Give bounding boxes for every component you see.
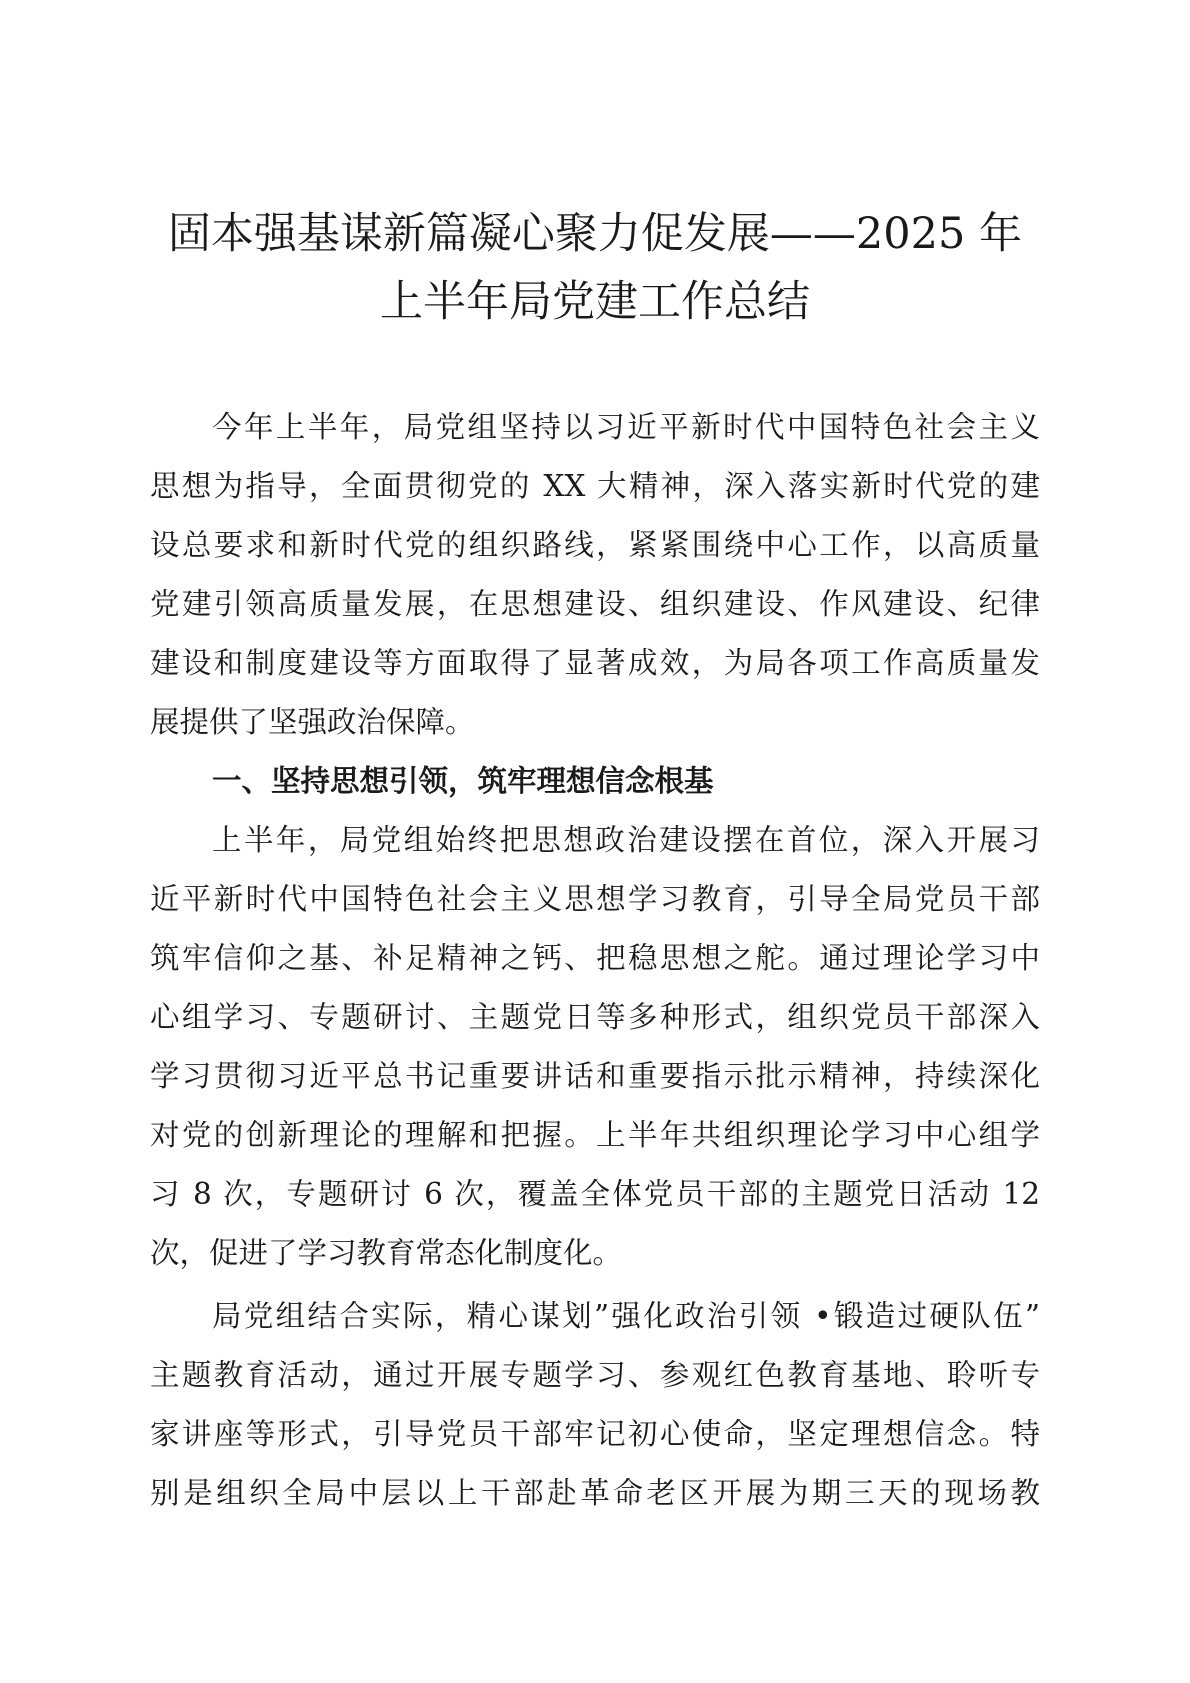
paragraph-intro-line: 设总要求和新时代党的组织路线，紧紧围绕中心工作，以高质量 <box>150 528 1040 562</box>
paragraph-intro-line: 展提供了坚强政治保障。 <box>150 705 475 739</box>
paragraph-section1b-line: 局党组结合实际，精心谋划”强化政治引领 •锻造过硬队伍” <box>212 1299 1040 1333</box>
paragraph-section1-line: 筑牢信仰之基、补足精神之钙、把稳思想之舵。通过理论学习中 <box>150 941 1040 975</box>
paragraph-section1-line: 习 8 次，专题研讨 6 次，覆盖全体党员干部的主题党日活动 12 <box>150 1177 1040 1211</box>
paragraph-section1-line: 对党的创新理论的理解和把握。上半年共组织理论学习中心组学 <box>150 1118 1040 1152</box>
paragraph-section1b-line: 别是组织全局中层以上干部赴革命老区开展为期三天的现场教 <box>150 1476 1040 1510</box>
paragraph-section1b-line: 主题教育活动，通过开展专题学习、参观红色教育基地、聆听专 <box>150 1358 1040 1392</box>
paragraph-section1-line: 次，促进了学习教育常态化制度化。 <box>150 1236 623 1270</box>
document-body <box>150 398 1040 1523</box>
paragraph-intro-line: 建设和制度建设等方面取得了显著成效，为局各项工作高质量发 <box>150 646 1040 680</box>
paragraph-intro-line: 思想为指导，全面贯彻党的 XX 大精神，深入落实新时代党的建 <box>150 469 1040 503</box>
paragraph-section1-line: 心组学习、专题研讨、主题党日等多种形式，组织党员干部深入 <box>150 1000 1040 1034</box>
title-line-1: 固本强基谋新篇凝心聚力促发展——2025 年 <box>167 209 1023 259</box>
paragraph-intro-line: 党建引领高质量发展，在思想建设、组织建设、作风建设、纪律 <box>150 587 1040 621</box>
paragraph-intro-line: 今年上半年，局党组坚持以习近平新时代中国特色社会主义 <box>212 410 1040 444</box>
paragraph-section1-line: 学习贯彻习近平总书记重要讲话和重要指示批示精神，持续深化 <box>150 1059 1040 1093</box>
paragraph-section1-line: 上半年，局党组始终把思想政治建设摆在首位，深入开展习 <box>212 823 1040 857</box>
document-title <box>150 200 1040 336</box>
paragraph-section1b-line: 家讲座等形式，引导党员干部牢记初心使命，坚定理想信念。特 <box>150 1417 1040 1451</box>
paragraph-section1-line: 近平新时代中国特色社会主义思想学习教育，引导全局党员干部 <box>150 882 1040 916</box>
title-line-2: 上半年局党建工作总结 <box>380 277 810 327</box>
section-heading-1: 一、坚持思想引领，筑牢理想信念根基 <box>212 764 714 798</box>
